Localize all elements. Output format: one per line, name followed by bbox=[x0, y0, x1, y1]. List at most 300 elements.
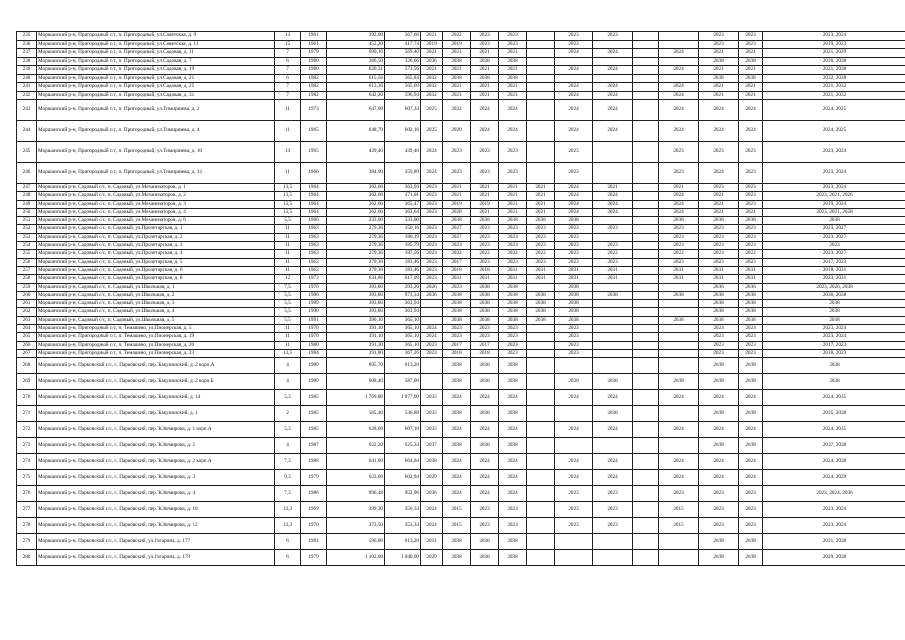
cell-year-d: 2023 bbox=[499, 225, 527, 233]
cell-year-i bbox=[659, 333, 699, 341]
cell-row-number: 251 bbox=[17, 217, 37, 225]
cell-year-built: 1985 bbox=[301, 390, 327, 406]
cell-year-a: 2025 bbox=[421, 100, 443, 121]
cell-planned-years: 2038 bbox=[763, 217, 905, 225]
cell-year-h bbox=[633, 550, 659, 566]
cell-address: Моршанский р-н, Пригородный с/с, п. Пригородный, ул.Садовая, д. 11 bbox=[37, 49, 275, 58]
cell-planned-years: 2035, 2038 bbox=[763, 406, 905, 422]
cell-year-i: 2024 bbox=[659, 454, 699, 470]
cell-year-a bbox=[421, 217, 443, 225]
cell-year-c: 2038 bbox=[471, 283, 499, 291]
cell-row-number: 241 bbox=[17, 83, 37, 92]
cell-year-built: 1963 bbox=[301, 225, 327, 233]
cell-year-f bbox=[555, 550, 593, 566]
cell-year-k: 2024 bbox=[739, 100, 763, 121]
cell-floors: 13,5 bbox=[275, 208, 301, 216]
cell-year-k: 2038 bbox=[739, 534, 763, 550]
table-row bbox=[17, 308, 905, 316]
cell-year-i: 2024 bbox=[659, 83, 699, 92]
cell-floors: 6 bbox=[275, 550, 301, 566]
cell-year-f: 2024 bbox=[555, 49, 593, 58]
cell-year-h bbox=[633, 100, 659, 121]
cell-year-e: 2021 bbox=[527, 200, 555, 208]
cell-year-k: 2036 bbox=[739, 283, 763, 291]
cell-year-d: 2023 bbox=[499, 32, 527, 41]
cell-year-f bbox=[555, 74, 593, 83]
cell-row-number: 254 bbox=[17, 242, 37, 250]
cell-year-i: 2024 bbox=[659, 49, 699, 58]
cell-floors: 6 bbox=[275, 534, 301, 550]
cell-year-a bbox=[421, 300, 443, 308]
cell-year-f: 2024 bbox=[555, 100, 593, 121]
cell-row-number: 271 bbox=[17, 406, 37, 422]
cell-year-g: 2038 bbox=[593, 374, 633, 390]
cell-year-d: 2023 bbox=[499, 325, 527, 333]
table-row bbox=[17, 325, 905, 333]
cell-living-area: 365,10 bbox=[385, 333, 421, 341]
cell-year-b: 2021 bbox=[443, 91, 471, 100]
cell-year-e bbox=[527, 454, 555, 470]
cell-year-built: 1963 bbox=[301, 258, 327, 266]
cell-year-g: 2024 bbox=[593, 422, 633, 438]
cell-row-number: 258 bbox=[17, 275, 37, 283]
cell-total-area: 596,80 bbox=[327, 534, 385, 550]
cell-year-i: 2023 bbox=[659, 242, 699, 250]
table-row bbox=[17, 300, 905, 308]
cell-year-i: 2023 bbox=[659, 486, 699, 502]
cell-year-f: 2023 bbox=[555, 142, 593, 163]
cell-year-h bbox=[633, 217, 659, 225]
cell-year-f: 2038 bbox=[555, 308, 593, 316]
cell-address: Моршанский р-н, Парковский с/с, с. Парковский, пер. К.Кемирова, д. 2 bbox=[37, 438, 275, 454]
cell-year-j: 2023 bbox=[699, 32, 739, 41]
cell-year-i: 2024 bbox=[659, 66, 699, 75]
table-row bbox=[17, 83, 905, 92]
cell-year-e: 2022 bbox=[527, 250, 555, 258]
cell-planned-years: 2024, 2035 bbox=[763, 422, 905, 438]
cell-year-c: 2021 bbox=[471, 184, 499, 192]
cell-year-i bbox=[659, 32, 699, 41]
cell-year-d: 2021 bbox=[499, 184, 527, 192]
cell-year-i: 2031 bbox=[659, 266, 699, 274]
cell-row-number: 248 bbox=[17, 192, 37, 200]
cell-year-d: 2023 bbox=[499, 518, 527, 534]
cell-year-g: 2024 bbox=[593, 91, 633, 100]
cell-year-f: 2023 bbox=[555, 163, 593, 184]
cell-total-area: 623,60 bbox=[327, 470, 385, 486]
table-row bbox=[17, 200, 905, 208]
cell-year-g bbox=[593, 283, 633, 291]
cell-planned-years: 2019, 2024 bbox=[763, 200, 905, 208]
cell-year-f: 2023 bbox=[555, 341, 593, 349]
cell-year-d: 2038 bbox=[499, 534, 527, 550]
cell-year-built: 1982 bbox=[301, 83, 327, 92]
cell-address: Моршанский р-н, Садовый с/с, п. Садовый, ул.Школьная, д. 4 bbox=[37, 308, 275, 316]
cell-year-f: 2023 bbox=[555, 225, 593, 233]
cell-year-k: 2023 bbox=[739, 184, 763, 192]
cell-planned-years: 2023, 2027 bbox=[763, 233, 905, 241]
cell-living-area: 439,40 bbox=[385, 142, 421, 163]
cell-living-area: 613,20 bbox=[385, 534, 421, 550]
cell-year-e bbox=[527, 534, 555, 550]
cell-year-j: 2038 bbox=[699, 534, 739, 550]
cell-year-h bbox=[633, 184, 659, 192]
cell-year-j: 2023 bbox=[699, 325, 739, 333]
cell-year-i bbox=[659, 300, 699, 308]
cell-year-h bbox=[633, 225, 659, 233]
cell-year-a: 2032 bbox=[421, 91, 443, 100]
cell-year-d: 2023 bbox=[499, 142, 527, 163]
cell-year-f: 2023 bbox=[555, 333, 593, 341]
cell-year-k: 2024 bbox=[739, 422, 763, 438]
cell-living-area: 973,34 bbox=[385, 291, 421, 299]
cell-year-e bbox=[527, 142, 555, 163]
table-row bbox=[17, 57, 905, 66]
cell-year-k: 2023 bbox=[739, 518, 763, 534]
cell-year-f: 2024 bbox=[555, 121, 593, 142]
cell-floors: 13,3 bbox=[275, 502, 301, 518]
cell-year-j: 2023 bbox=[699, 184, 739, 192]
cell-year-built: 1969 bbox=[301, 502, 327, 518]
cell-planned-years: 2029, 2038 bbox=[763, 550, 905, 566]
cell-address: Моршанский р-н, Парковский с/с, с. Парковский, пер. К.Кемирова, д. 2 корп.А bbox=[37, 454, 275, 470]
cell-year-i: 2024 bbox=[659, 192, 699, 200]
cell-year-c: 2018 bbox=[471, 349, 499, 357]
cell-year-b: 2038 bbox=[443, 308, 471, 316]
cell-year-built: 1986 bbox=[301, 486, 327, 502]
cell-year-e bbox=[527, 518, 555, 534]
cell-year-e bbox=[527, 349, 555, 357]
cell-row-number: 263 bbox=[17, 316, 37, 324]
cell-year-i: 2024 bbox=[659, 200, 699, 208]
cell-year-c: 2038 bbox=[471, 300, 499, 308]
cell-year-a: 2032 bbox=[421, 83, 443, 92]
cell-year-j: 2038 bbox=[699, 358, 739, 374]
cell-floors: 11 bbox=[275, 258, 301, 266]
cell-year-g: 2024 bbox=[593, 83, 633, 92]
cell-year-j: 2024 bbox=[699, 100, 739, 121]
table-row bbox=[17, 390, 905, 406]
cell-year-k: 2021 bbox=[739, 66, 763, 75]
cell-floors: 13,5 bbox=[275, 192, 301, 200]
cell-year-e: 2031 bbox=[527, 266, 555, 274]
cell-year-d: 2038 bbox=[499, 74, 527, 83]
cell-floors: 5,5 bbox=[275, 308, 301, 316]
cell-year-c: 2031 bbox=[471, 275, 499, 283]
cell-row-number: 275 bbox=[17, 470, 37, 486]
cell-year-c: 2023 bbox=[471, 242, 499, 250]
cell-year-a: 2025 bbox=[421, 121, 443, 142]
cell-year-a: 2032 bbox=[421, 74, 443, 83]
cell-total-area: 392,00 bbox=[327, 32, 385, 41]
cell-living-area: 333,00 bbox=[385, 217, 421, 225]
cell-year-j: 2021 bbox=[699, 200, 739, 208]
cell-total-area: 362,60 bbox=[327, 192, 385, 200]
cell-year-g: 2031 bbox=[593, 275, 633, 283]
cell-planned-years: 2021, 2038 bbox=[763, 66, 905, 75]
cell-year-j: 2023 bbox=[699, 225, 739, 233]
cell-year-k: 2023 bbox=[739, 192, 763, 200]
cell-year-h bbox=[633, 66, 659, 75]
cell-row-number: 240 bbox=[17, 74, 37, 83]
cell-year-d: 2024 bbox=[499, 486, 527, 502]
cell-year-g: 2024 bbox=[593, 192, 633, 200]
cell-year-g bbox=[593, 534, 633, 550]
cell-year-d: 2023 bbox=[499, 333, 527, 341]
cell-year-e bbox=[527, 57, 555, 66]
cell-year-k: 2038 bbox=[739, 300, 763, 308]
cell-year-i bbox=[659, 325, 699, 333]
cell-year-d: 2038 bbox=[499, 316, 527, 324]
table-row bbox=[17, 454, 905, 470]
cell-floors: 15 bbox=[275, 40, 301, 49]
cell-planned-years: 2038 bbox=[763, 308, 905, 316]
table-row bbox=[17, 349, 905, 357]
cell-year-d: 2031 bbox=[499, 266, 527, 274]
cell-year-f: 2038 bbox=[555, 316, 593, 324]
cell-year-i bbox=[659, 550, 699, 566]
cell-living-area: 602,94 bbox=[385, 470, 421, 486]
table-row bbox=[17, 518, 905, 534]
cell-year-e: 2038 bbox=[527, 316, 555, 324]
cell-living-area: 393,20 bbox=[385, 283, 421, 291]
cell-year-b: 2018 bbox=[443, 266, 471, 274]
cell-year-i: 2024 bbox=[659, 208, 699, 216]
cell-year-built: 1965 bbox=[301, 142, 327, 163]
cell-year-h bbox=[633, 266, 659, 274]
cell-address: Моршанский р-н, Садовый с/с, п. Садовый, ул.Пролетарская, д. 6 bbox=[37, 266, 275, 274]
cell-floors: 7 bbox=[275, 91, 301, 100]
cell-year-b: 2021 bbox=[443, 192, 471, 200]
cell-year-built: 1986 bbox=[301, 291, 327, 299]
cell-year-c: 2024 bbox=[471, 486, 499, 502]
cell-year-c: 2024 bbox=[471, 100, 499, 121]
cell-address: Моршанский р-н, Садовый с/с, п. Садовый, ул.Школьная, д. 3 bbox=[37, 300, 275, 308]
cell-year-f: 2038 bbox=[555, 217, 593, 225]
cell-year-a: 2029 bbox=[421, 470, 443, 486]
cell-year-k: 2031 bbox=[739, 266, 763, 274]
cell-year-built: 1979 bbox=[301, 550, 327, 566]
cell-year-e bbox=[527, 358, 555, 374]
cell-year-g: 2031 bbox=[593, 266, 633, 274]
cell-year-g bbox=[593, 300, 633, 308]
cell-year-b: 2038 bbox=[443, 300, 471, 308]
cell-year-b: 2021 bbox=[443, 49, 471, 58]
cell-year-h bbox=[633, 374, 659, 390]
cell-year-h bbox=[633, 358, 659, 374]
cell-year-g: 2023 bbox=[593, 258, 633, 266]
cell-year-b: 2015 bbox=[443, 518, 471, 534]
table-row bbox=[17, 121, 905, 142]
cell-year-k: 2021 bbox=[739, 49, 763, 58]
cell-planned-years: 2024, 2025 bbox=[763, 100, 905, 121]
cell-year-a: 2021 bbox=[421, 49, 443, 58]
cell-year-g bbox=[593, 341, 633, 349]
cell-year-f: 2023 bbox=[555, 258, 593, 266]
cell-total-area: 279,36 bbox=[327, 266, 385, 274]
cell-year-j: 2023 bbox=[699, 250, 739, 258]
cell-floors: 7 bbox=[275, 49, 301, 58]
cell-year-h bbox=[633, 502, 659, 518]
cell-address: Моршанский р-н, Пригородный с/с, п. Пригородный, ул.Тимирязева, д. 2 bbox=[37, 100, 275, 121]
cell-address: Моршанский р-н, Садовый с/с, п. Садовый, ул.Школьная, д. 2 bbox=[37, 291, 275, 299]
cell-year-d: 2024 bbox=[499, 454, 527, 470]
cell-year-c: 2023 bbox=[471, 40, 499, 49]
cell-year-k: 2038 bbox=[739, 550, 763, 566]
cell-total-area: 362,60 bbox=[327, 200, 385, 208]
cell-floors: 5,5 bbox=[275, 300, 301, 308]
cell-year-h bbox=[633, 534, 659, 550]
cell-row-number: 249 bbox=[17, 200, 37, 208]
table-row bbox=[17, 242, 905, 250]
cell-year-built: 1963 bbox=[301, 233, 327, 241]
cell-year-g: 2038 bbox=[593, 406, 633, 422]
cell-year-c: 2019 bbox=[471, 200, 499, 208]
cell-year-d: 2021 bbox=[499, 208, 527, 216]
cell-year-i: 2015 bbox=[659, 518, 699, 534]
cell-year-a bbox=[421, 374, 443, 390]
cell-year-b: 2023 bbox=[443, 242, 471, 250]
cell-year-f: 2024 bbox=[555, 454, 593, 470]
cell-address: Моршанский р-н, Парковский с/с, с. Парковский, ул.Гагарина, д. 179 bbox=[37, 550, 275, 566]
cell-year-d: 2024 bbox=[499, 121, 527, 142]
cell-year-b: 2024 bbox=[443, 422, 471, 438]
cell-year-c: 2023 bbox=[471, 518, 499, 534]
cell-year-a: 2023 bbox=[421, 225, 443, 233]
cell-year-f: 2023 bbox=[555, 242, 593, 250]
cell-total-area: 647,00 bbox=[327, 100, 385, 121]
cell-year-c: 2023 bbox=[471, 163, 499, 184]
cell-year-k: 2038 bbox=[739, 438, 763, 454]
cell-total-area: 642,20 bbox=[327, 91, 385, 100]
cell-year-a: 2023 bbox=[421, 266, 443, 274]
cell-living-area: 365,47 bbox=[385, 200, 421, 208]
cell-year-d: 2038 bbox=[499, 217, 527, 225]
cell-row-number: 265 bbox=[17, 333, 37, 341]
cell-year-g: 2023 bbox=[593, 32, 633, 41]
cell-living-area: 664,04 bbox=[385, 454, 421, 470]
cell-year-e bbox=[527, 32, 555, 41]
cell-year-g bbox=[593, 163, 633, 184]
cell-year-i: 2022 bbox=[659, 250, 699, 258]
cell-year-d: 2038 bbox=[499, 358, 527, 374]
cell-floors: 13,5 bbox=[275, 349, 301, 357]
cell-year-f: 2024 bbox=[555, 91, 593, 100]
table-row bbox=[17, 233, 905, 241]
cell-year-a: 2031 bbox=[421, 534, 443, 550]
table-row bbox=[17, 534, 905, 550]
cell-year-c: 2038 bbox=[471, 291, 499, 299]
cell-planned-years: 2023, 2031 bbox=[763, 275, 905, 283]
table-row bbox=[17, 422, 905, 438]
cell-year-f: 2038 bbox=[555, 374, 593, 390]
cell-year-c: 2038 bbox=[471, 316, 499, 324]
cell-address: Моршанский р-н, Пригородный с/с, п. Пригородный, ул.Советская, д. 11 bbox=[37, 40, 275, 49]
table-row bbox=[17, 32, 905, 41]
cell-address: Моршанский р-н, Садовый с/с, п. Садовый, ул.Пролетарская, д. 4 bbox=[37, 250, 275, 258]
cell-year-k: 2023 bbox=[739, 200, 763, 208]
cell-year-c: 2021 bbox=[471, 91, 499, 100]
cell-year-d: 2038 bbox=[499, 308, 527, 316]
cell-year-h bbox=[633, 486, 659, 502]
cell-year-h bbox=[633, 325, 659, 333]
cell-living-area: 573,56 bbox=[385, 66, 421, 75]
cell-year-b: 2038 bbox=[443, 438, 471, 454]
cell-year-g bbox=[593, 349, 633, 357]
cell-floors: 7 bbox=[275, 83, 301, 92]
cell-year-b: 2024 bbox=[443, 390, 471, 406]
cell-year-f: 2024 bbox=[555, 390, 593, 406]
cell-year-j: 2023 bbox=[699, 233, 739, 241]
cell-year-k: 2023 bbox=[739, 325, 763, 333]
cell-year-built: 1980 bbox=[301, 57, 327, 66]
cell-address: Моршанский р-н, Садовый с/с, п. Садовый, ул.Механизаторов, д. 1 bbox=[37, 184, 275, 192]
cell-year-built: 1989 bbox=[301, 374, 327, 390]
cell-year-k: 2023 bbox=[739, 502, 763, 518]
cell-address: Моршанский р-н, Пригородный с/с, п. Пригородный, ул.Советская, д. 9 bbox=[37, 32, 275, 41]
housing-register-table bbox=[16, 31, 905, 566]
table-row bbox=[17, 91, 905, 100]
cell-year-k: 2021 bbox=[739, 208, 763, 216]
cell-year-j: 2024 bbox=[699, 454, 739, 470]
cell-year-g bbox=[593, 333, 633, 341]
cell-row-number: 262 bbox=[17, 308, 37, 316]
cell-year-d: 2038 bbox=[499, 550, 527, 566]
cell-year-b: 2038 bbox=[443, 291, 471, 299]
cell-year-k: 2038 bbox=[739, 74, 763, 83]
cell-year-a: 2024 bbox=[421, 163, 443, 184]
cell-address: Моршанский р-н, Пригородный с/с, п. Пригородный, ул.Тимирязева, д. 4 bbox=[37, 121, 275, 142]
cell-year-j: 2024 bbox=[699, 163, 739, 184]
cell-year-d: 2021 bbox=[499, 192, 527, 200]
cell-year-k: 2038 bbox=[739, 291, 763, 299]
cell-year-k: 2023 bbox=[739, 32, 763, 41]
cell-year-e bbox=[527, 502, 555, 518]
cell-year-e bbox=[527, 40, 555, 49]
cell-total-area: 393,80 bbox=[327, 283, 385, 291]
table-row bbox=[17, 217, 905, 225]
cell-year-g bbox=[593, 550, 633, 566]
cell-floors: 11 bbox=[275, 242, 301, 250]
cell-year-c: 2021 bbox=[471, 49, 499, 58]
cell-living-area: 181,46 bbox=[385, 266, 421, 274]
cell-year-i bbox=[659, 57, 699, 66]
cell-year-h bbox=[633, 406, 659, 422]
cell-year-d: 2023 bbox=[499, 242, 527, 250]
cell-year-i: 2024 bbox=[659, 121, 699, 142]
cell-year-k: 2021 bbox=[739, 91, 763, 100]
cell-year-a: 2023 bbox=[421, 208, 443, 216]
cell-total-area: 362,60 bbox=[327, 208, 385, 216]
cell-floors: 5,5 bbox=[275, 316, 301, 324]
cell-living-area: 180,19 bbox=[385, 233, 421, 241]
cell-year-a: 2026 bbox=[421, 283, 443, 291]
table-row bbox=[17, 406, 905, 422]
cell-year-b: 2027 bbox=[443, 225, 471, 233]
cell-total-area: 393,80 bbox=[327, 300, 385, 308]
cell-floors: 13,3 bbox=[275, 518, 301, 534]
cell-year-a: 2021 bbox=[421, 32, 443, 41]
cell-year-d: 2021 bbox=[499, 66, 527, 75]
cell-year-k: 2024 bbox=[739, 454, 763, 470]
cell-planned-years: 2023, 2024 bbox=[763, 142, 905, 163]
cell-floors: 13 bbox=[275, 32, 301, 41]
cell-living-area: 185,79 bbox=[385, 242, 421, 250]
cell-year-k: 2022 bbox=[739, 250, 763, 258]
cell-year-e bbox=[527, 91, 555, 100]
cell-year-e: 2023 bbox=[527, 242, 555, 250]
cell-year-h bbox=[633, 454, 659, 470]
